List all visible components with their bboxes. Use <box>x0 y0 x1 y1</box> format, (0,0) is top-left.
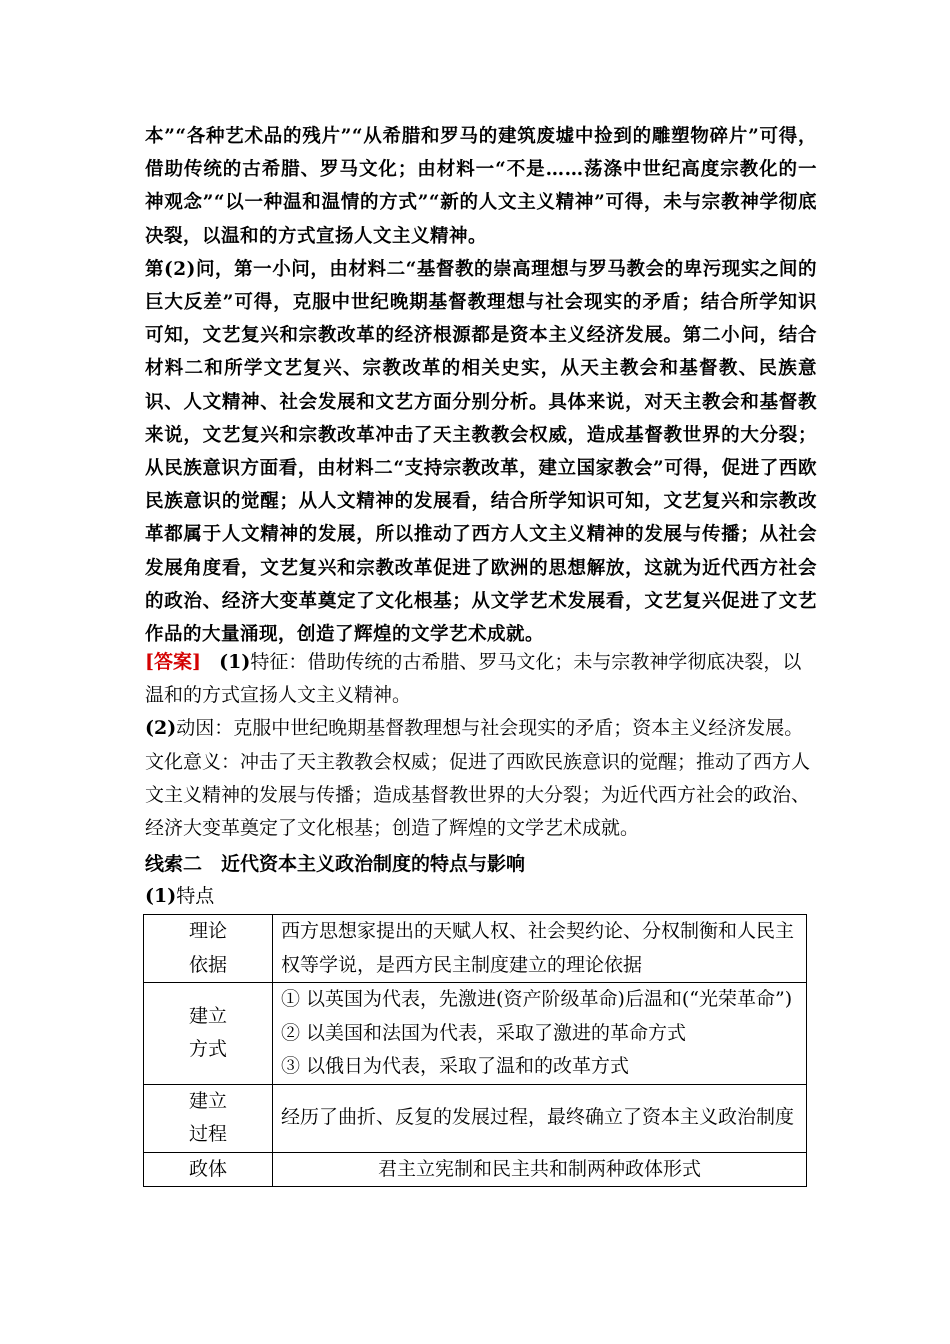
features-table <box>143 914 807 1187</box>
row-label: 建立 方式 <box>144 983 273 1085</box>
subtitle-text: 特点 <box>176 885 215 907</box>
table-row <box>144 915 807 983</box>
row-content: 君主立宪制和民主共和制两种政体形式 <box>273 1152 807 1187</box>
row-content: 西方思想家提出的天赋人权、社会契约论、分权制衡和人民主权等学说，是西方民主制度建立的理论依据 <box>273 915 807 983</box>
row-label: 理论 依据 <box>144 915 273 983</box>
list-item: ③ 以俄日为代表，采取了温和的改革方式 <box>281 1055 630 1077</box>
explanation-paragraph: 第(2)问，第一小问，由材料二“基督教的崇高理想与罗马教会的卑污现实之间的巨大反差”可得，克服中世纪晚期基督教理想与社会现实的矛盾；结合所学知识可知，文艺复兴和宗教改革的经济根源都是资本主义经济发展。第二小问，结合材料二和所学文艺复兴、宗教改革的相关史实，从天主教会和基督教、民族意识、人文精神、社会发展和文艺方面分别分析。具体来说，对天主教会和基督教来说，文艺复兴和宗教改革冲击了天主教教会权威，造成基督教世界的大分裂；从民族意识方面看，由材料二“支持宗教改革，建立国家教会”可得，促进了西欧民族意识的觉醒；从人文精神的发展看，结合所学知识可知，文艺复兴和宗教改革都属于人文精神的发展，所以推动了西方人文主义精神的发展与传播；从社会发展角度看，文艺复兴和宗教改革促进了欧洲的思想解放，这就为近代西方社会的政治、经济大变革奠定了文化根基；从文学艺术发展看，文艺复兴促进了文艺作品的大量涌现，创造了辉煌的文学艺术成就。 <box>145 258 817 646</box>
answer-q2 <box>145 712 817 745</box>
sub-title <box>145 880 214 913</box>
table-row <box>144 1084 807 1152</box>
subtitle-number: (1) <box>145 885 177 907</box>
question-number: (2) <box>145 717 177 740</box>
question-number: (1) <box>219 651 251 673</box>
list-item: ① 以英国为代表，先激进(资产阶级革命)后温和(“光荣革命”) <box>281 988 793 1010</box>
explanation-paragraph: 本”“各种艺术品的残片”“从希腊和罗马的建筑废墟中捡到的雕塑物碎片”可得，借助传统的古希腊、罗马文化；由材料一“不是……荡涤中世纪高度宗教化的一神观念”“以一种温和温情的方式”“新的人文主义精神”可得，未与宗教神学彻底决裂，以温和的方式宣扬人文主义精神。 <box>145 126 817 247</box>
answer-block <box>145 646 817 845</box>
answer-meaning: 文化意义：冲击了天主教教会权威；促进了西欧民族意识的觉醒；推动了西方人文主义精神的发展与传播；造成基督教世界的大分裂；为近代西方社会的政治、经济大变革奠定了文化根基；创造了辉煌的文学艺术成就。 <box>145 750 811 840</box>
explanation-block <box>145 120 817 651</box>
row-content: 经历了曲折、反复的发展过程，最终确立了资本主义政治制度 <box>273 1084 807 1152</box>
row-content <box>273 983 807 1085</box>
answer-text: 动因：克服中世纪晚期基督教理想与社会现实的矛盾；资本主义经济发展。 <box>176 717 804 740</box>
table-row <box>144 1152 807 1187</box>
answer-tag: [答案] <box>145 651 201 673</box>
list-item: ② 以美国和法国为代表，采取了激进的革命方式 <box>281 1021 687 1044</box>
answer-text: 特征：借助传统的古希腊、罗马文化；未与宗教神学彻底决裂，以温和的方式宣扬人文主义精神。 <box>145 651 802 707</box>
table-row <box>144 983 807 1085</box>
row-label: 政体 <box>144 1152 273 1187</box>
section-title: 线索二 近代资本主义政治制度的特点与影响 <box>145 853 526 875</box>
row-label: 建立 过程 <box>144 1084 273 1152</box>
answer-q1 <box>145 646 817 712</box>
